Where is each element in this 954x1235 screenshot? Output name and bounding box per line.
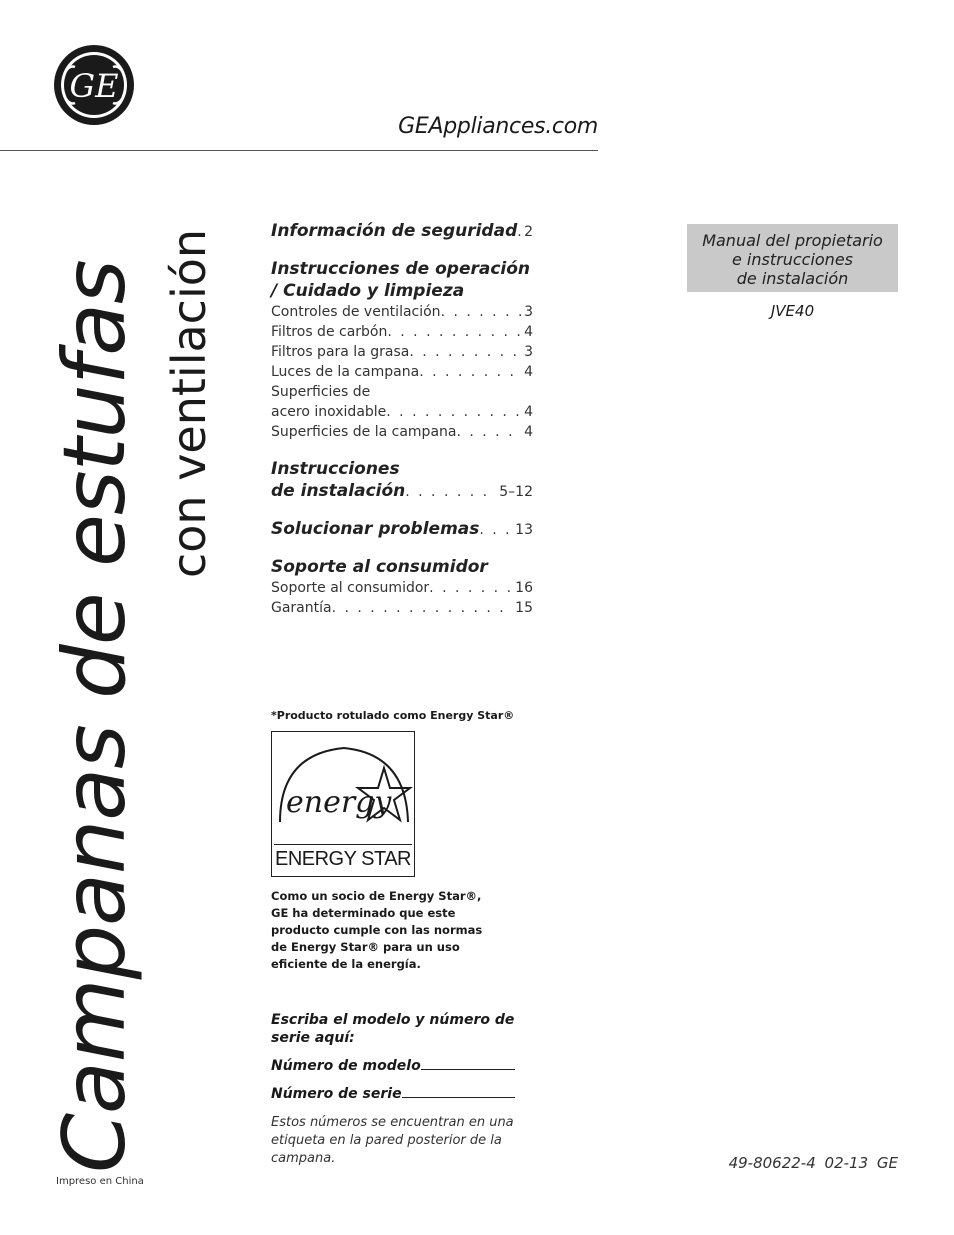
toc-heading[interactable]: Soporte al consumidor — [271, 557, 488, 577]
toc-entry[interactable]: Superficies de la campana . . . 4 — [271, 422, 533, 442]
toc-heading-line2[interactable]: de instalación — [271, 481, 406, 501]
document-subtitle: con ventilación — [162, 228, 216, 578]
manual-line: de instalación — [736, 269, 849, 288]
toc-heading[interactable]: Instrucciones — [271, 459, 400, 479]
energy-star-logo — [271, 731, 415, 877]
toc-entry[interactable]: Controles de ventilación . . . 3 — [271, 302, 533, 322]
toc-section-problemas — [271, 518, 533, 540]
toc-entry[interactable]: Luces de la campana . . . 4 — [271, 362, 533, 382]
header-rule — [0, 150, 598, 151]
toc-section-soporte — [271, 556, 533, 618]
energy-star-label: ENERGY STAR — [274, 844, 412, 874]
printed-in: Impreso en China — [56, 1176, 144, 1187]
toc-heading[interactable]: Información de seguridad — [271, 221, 518, 241]
toc-entry[interactable]: Filtros para la grasa . . . 3 — [271, 342, 533, 362]
toc-section-instalacion — [271, 458, 533, 502]
record-prompt: Escriba el modelo y número de serie aquí: — [271, 1012, 515, 1046]
record-model-serial — [271, 1011, 521, 1103]
toc-section-operacion — [271, 258, 533, 442]
toc-entry[interactable]: Soporte al consumidor . . . 16 — [271, 578, 533, 598]
toc-heading[interactable]: Solucionar problemas — [271, 519, 480, 539]
toc-page-number: 5–12 — [499, 484, 533, 500]
energy-star-note: *Producto rotulado como Energy Star® — [271, 709, 515, 722]
toc-heading[interactable]: Instrucciones de operación / Cuidado y limpieza — [271, 259, 531, 301]
part-number: 49-80622-4 02-13 GE — [728, 1154, 898, 1172]
toc-entry[interactable]: Superficies de — [271, 384, 371, 400]
energy-star-partner-text: Como un socio de Energy Star®, GE ha determinado que este producto cumple con las normas de Energy Star® para un uso eficiente de la energía. — [271, 889, 483, 971]
model-number: JVE40 — [770, 302, 815, 320]
toc-entry[interactable]: Garantía . . . 15 — [271, 598, 533, 618]
toc-section-seguridad — [271, 220, 533, 242]
model-number-field[interactable]: Número de modelo — [271, 1057, 521, 1075]
logo-text: GE — [69, 67, 119, 105]
energy-star-icon — [272, 732, 414, 844]
website-link[interactable]: GEAppliances.com — [398, 114, 598, 139]
manual-type-box — [687, 224, 898, 292]
serial-number-field[interactable]: Número de serie — [271, 1085, 521, 1103]
record-note: Estos números se encuentran en una etiqueta en la pared posterior de la campana. — [271, 1115, 514, 1166]
document-title: Campanas de estufas — [45, 260, 145, 1173]
toc-entry[interactable]: acero inoxidable . . . 4 — [271, 402, 533, 422]
toc-entry[interactable]: Filtros de carbón . . . 4 — [271, 322, 533, 342]
table-of-contents — [271, 220, 533, 634]
toc-page-number: 2 — [524, 224, 533, 240]
manual-line: e instrucciones — [732, 250, 853, 269]
manual-line: Manual del propietario — [702, 231, 883, 250]
ge-logo — [52, 43, 136, 127]
toc-page-number: 13 — [515, 522, 533, 538]
energy-star-script: energy — [286, 785, 392, 820]
